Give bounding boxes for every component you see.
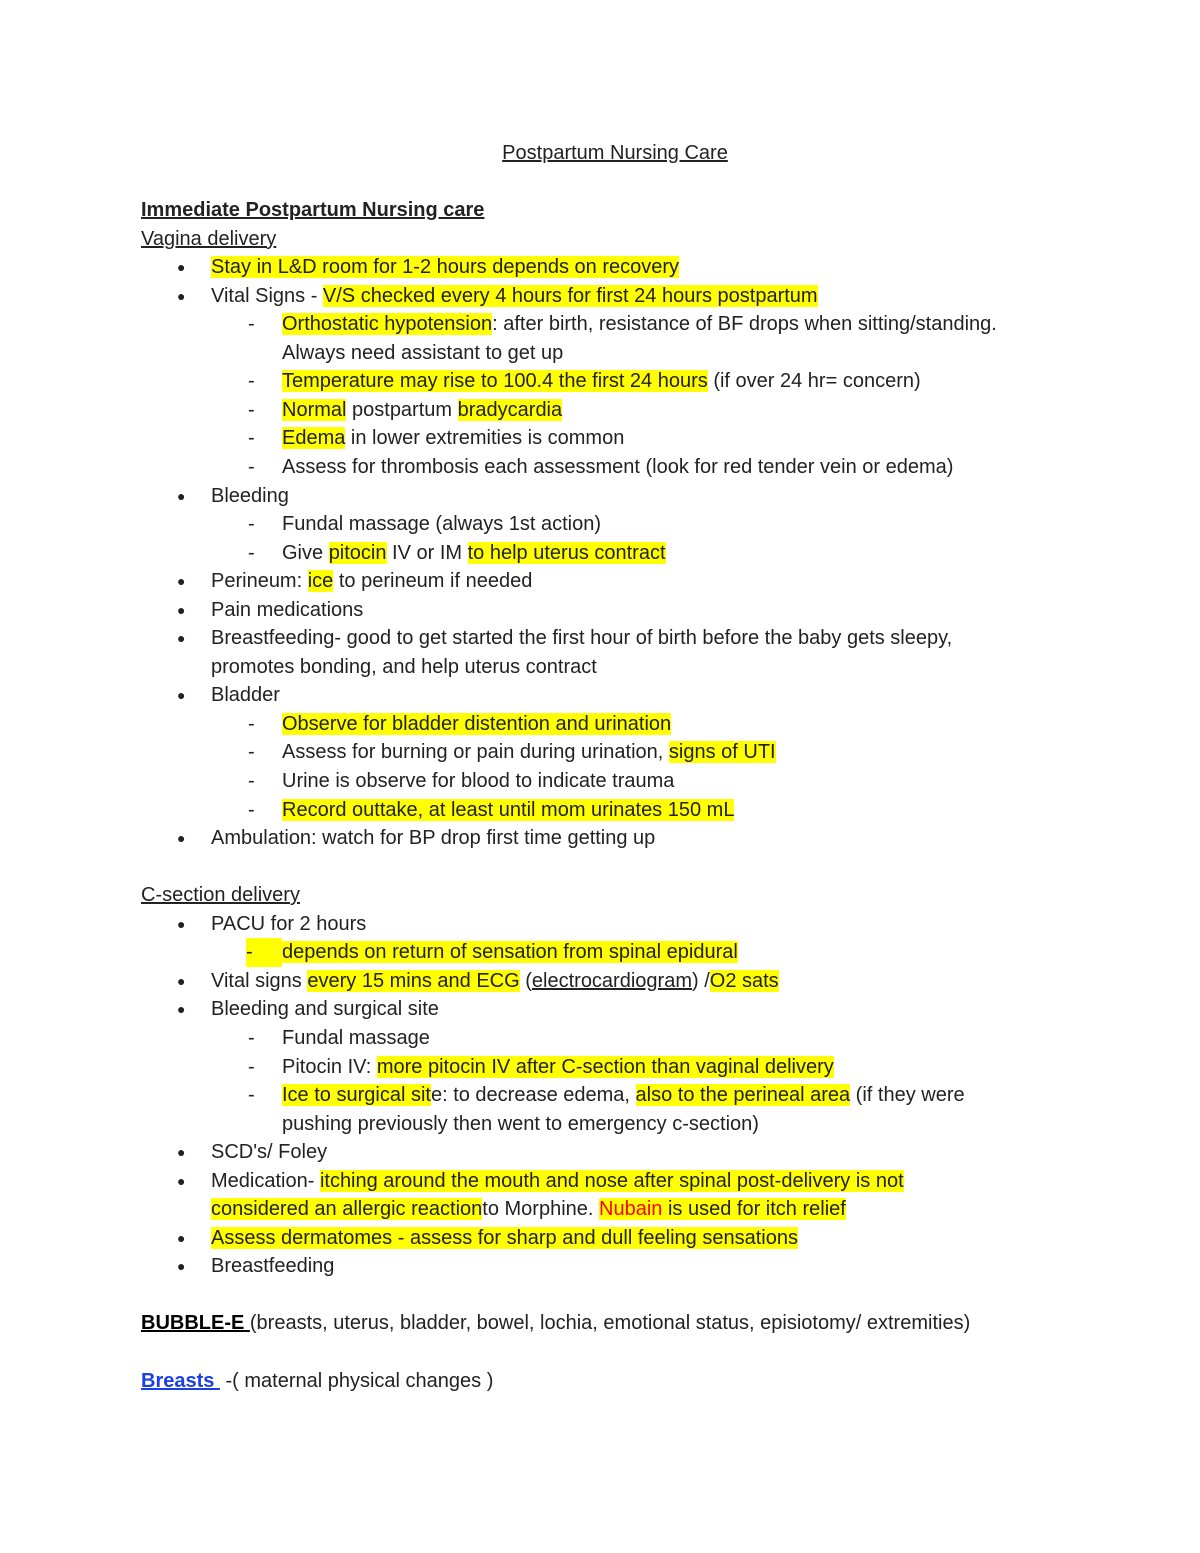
bullet-icon: ● [177,972,186,989]
list-item [141,396,1100,425]
highlighted-text: O2 sats [709,969,779,992]
text-segment: Vagina delivery [141,227,277,250]
bullet-icon: ● [177,830,186,847]
text-segment: Ambulation: watch for BP drop first time getting up [211,827,656,850]
text-segment: (if over 24 hr= concern) [707,370,921,393]
highlighted-text: Temperature may rise to 100.4 the first 24 hours [282,370,708,393]
highlighted-text: ice [307,570,334,593]
text-line [141,339,1100,368]
text-line [141,1367,1100,1396]
bullet-icon: ● [177,287,186,304]
bullet-icon: ● [177,1229,186,1246]
list-item [141,539,1100,568]
highlighted-text: Record outtake, at least until mom urinates 150 mL [282,798,735,821]
dash-marker: - [248,398,255,421]
list-item [141,681,1100,710]
highlighted-text: pitocin [328,541,387,564]
text-segment: Bleeding and surgical site [211,998,439,1021]
highlighted-text: signs of UTI [668,741,776,764]
text-segment: pushing previously then went to emergency c-section) [282,1112,759,1135]
text-segment: SCD's/ Foley [211,1141,328,1164]
text-segment: Pain medications [211,598,364,621]
text-segment: to Morphine. [482,1198,600,1221]
bullet-icon: ● [177,1172,186,1189]
highlighted-text: Edema [282,427,346,450]
text-segment: ) / [691,969,710,992]
list-item [141,567,1100,596]
list-item [141,596,1100,625]
list-item [141,767,1100,796]
list-item [141,938,1100,967]
text-segment: IV or IM [386,541,468,564]
dash-marker: - [248,513,255,536]
text-segment: Breastfeeding- good to get started the first hour of birth before the baby gets sleepy, [211,627,953,650]
text-segment: Bladder [211,684,280,707]
text-segment: Fundal massage [282,1026,430,1049]
blank-line [141,1281,1100,1310]
bullet-icon: ● [177,687,186,704]
highlighted-text: Orthostatic hypotension [282,313,493,336]
highlighted-text: every 15 mins and ECG [307,969,520,992]
dash-marker: - [246,938,282,967]
highlighted-text: Ice to surgical sit [282,1084,431,1107]
text-line [141,1309,1100,1338]
highlighted-text: Normal [282,398,347,421]
text-segment: ( [519,969,532,992]
list-item [141,1081,1100,1110]
blank-line [141,1338,1100,1367]
list-item [141,1024,1100,1053]
list-item [141,1252,1100,1281]
highlighted-text: bradycardia [457,398,563,421]
bullet-icon: ● [177,601,186,618]
document-page [141,139,1100,1395]
text-segment: Urine is observe for blood to indicate trauma [282,770,675,793]
text-segment: Postpartum Nursing Care [502,142,728,164]
list-item [141,1138,1100,1167]
highlighted-text: is used for itch relief [662,1198,846,1221]
list-item [141,1224,1100,1253]
highlighted-text: Nubain [599,1198,663,1221]
list-item [141,967,1100,996]
dash-marker: - [248,541,255,564]
dash-marker: - [248,313,255,336]
highlighted-text: to help uterus contract [467,541,666,564]
breasts-link[interactable]: Breasts [141,1369,220,1392]
blank-line [141,853,1100,882]
highlighted-text: V/S checked every 4 hours for first 24 hours postpartum [322,284,818,307]
text-segment: PACU for 2 hours [211,912,367,935]
dash-marker: - [248,1055,255,1078]
bullet-icon: ● [177,915,186,932]
dash-marker: - [248,456,255,479]
list-item [141,1167,1100,1196]
list-item [141,510,1100,539]
text-line [141,653,1100,682]
subsection-heading [141,881,1100,910]
text-segment: Bleeding [211,484,289,507]
highlighted-text: Assess dermatomes - assess for sharp and dull feeling sensations [211,1226,798,1249]
text-segment: to perineum if needed [333,570,533,593]
subsection-heading [141,225,1100,254]
blank-line [141,168,1100,197]
text-segment: C-section delivery [141,884,300,907]
highlighted-text: more pitocin IV after C-section than vaginal delivery [376,1055,834,1078]
highlighted-text: itching around the mouth and nose after spinal post-delivery is not [319,1169,904,1192]
list-item [141,424,1100,453]
text-segment: Fundal massage (always 1st action) [282,513,602,536]
bullet-icon: ● [177,487,186,504]
dash-marker: - [248,370,255,393]
text-segment: Give [282,541,329,564]
text-segment: (breasts, uterus, bladder, bowel, lochia, emotional status, episiotomy/ extremities) [249,1312,971,1335]
highlighted-text: considered an allergic reaction [211,1198,483,1221]
text-segment: BUBBLE-E [141,1312,250,1335]
text-line [141,1195,1100,1224]
list-item [141,710,1100,739]
text-segment: postpartum [346,398,458,421]
bullet-icon: ● [177,630,186,647]
text-segment: Assess for burning or pain during urination, [282,741,669,764]
list-item [141,482,1100,511]
highlighted-text: depends on return of sensation from spinal epidural [282,941,738,964]
text-segment: Immediate Postpartum Nursing care [141,199,485,222]
text-segment: Always need assistant to get up [282,341,564,364]
text-segment: Breastfeeding [211,1255,335,1278]
page-title [0,139,1200,168]
dash-marker: - [248,712,255,735]
text-segment: Pitocin IV: [282,1055,377,1078]
list-item [141,367,1100,396]
text-segment: e: to decrease edema, [430,1084,636,1107]
text-segment: Vital Signs - [211,284,323,307]
text-segment: electrocardiogram [531,969,692,992]
text-segment: Medication- [211,1169,320,1192]
bullet-icon: ● [177,573,186,590]
list-item [141,453,1100,482]
list-item [141,995,1100,1024]
dash-marker: - [248,798,255,821]
bullet-icon: ● [177,259,186,276]
text-segment: -( maternal physical changes ) [219,1369,494,1392]
text-segment: Assess for thrombosis each assessment (look for red tender vein or edema) [282,456,954,479]
list-item [141,1053,1100,1082]
text-segment: Vital signs [211,969,308,992]
text-segment: : after birth, resistance of BF drops when sitting/standing. [492,313,997,336]
dash-marker: - [248,427,255,450]
text-segment: (if they were [850,1084,965,1107]
highlighted-text: Stay in L&D room for 1-2 hours depends on recovery [211,256,680,279]
text-segment: Perineum: [211,570,308,593]
list-item [141,624,1100,653]
highlighted-text: Observe for bladder distention and urination [282,712,672,735]
bullet-icon: ● [177,1001,186,1018]
dash-marker: - [248,1084,255,1107]
highlighted-text: also to the perineal area [635,1084,851,1107]
dash-marker: - [248,770,255,793]
dash-marker: - [248,1026,255,1049]
list-item [141,282,1100,311]
list-item [141,796,1100,825]
bullet-icon: ● [177,1258,186,1275]
list-item [141,910,1100,939]
text-segment: in lower extremities is common [345,427,625,450]
list-item [141,310,1100,339]
list-item [141,738,1100,767]
text-line [141,1110,1100,1139]
text-segment: promotes bonding, and help uterus contract [211,655,597,678]
section-heading [141,196,1100,225]
list-item [141,253,1100,282]
list-item [141,824,1100,853]
dash-marker: - [248,741,255,764]
bullet-icon: ● [177,1144,186,1161]
